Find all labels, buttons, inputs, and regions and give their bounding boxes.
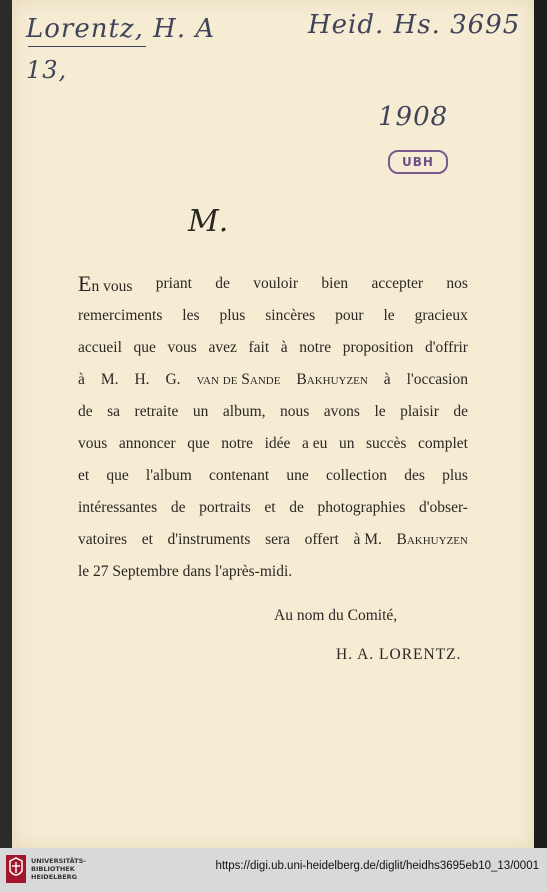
letter-word: une bbox=[286, 467, 309, 484]
letter-word: le bbox=[374, 403, 386, 420]
letter-word: collection bbox=[325, 467, 388, 484]
letter-word: fait bbox=[248, 339, 270, 356]
letter-line bbox=[78, 332, 468, 364]
letter-word: de bbox=[289, 499, 304, 516]
letter-word: vouloir bbox=[253, 275, 299, 292]
scan-edge bbox=[534, 0, 547, 848]
letter-word: avons bbox=[323, 403, 360, 420]
salutation: M. bbox=[188, 204, 229, 239]
letter-word: des bbox=[404, 467, 425, 484]
letter-word: vous bbox=[167, 339, 197, 356]
letter-word: vatoires bbox=[78, 531, 128, 548]
author-underline bbox=[28, 46, 146, 47]
letter-word: photographies bbox=[317, 499, 406, 516]
letter-line bbox=[78, 428, 468, 460]
letter-word: sera bbox=[265, 531, 291, 548]
handwritten-year: 1908 bbox=[378, 102, 449, 132]
letter-word: notre bbox=[221, 435, 254, 452]
letter-word: que bbox=[133, 339, 156, 356]
letter-word: priant bbox=[155, 275, 192, 292]
letter-line bbox=[78, 396, 468, 428]
letter-word: à bbox=[78, 371, 85, 388]
letter-word: a eu bbox=[302, 435, 328, 452]
letter-word: M. bbox=[100, 371, 119, 388]
letter-line bbox=[78, 524, 468, 556]
drop-cap: E bbox=[78, 271, 92, 296]
letter-page bbox=[12, 0, 534, 848]
handwritten-author-note: Lorentz, H. A bbox=[26, 14, 215, 44]
letter-word: l'album bbox=[145, 467, 192, 484]
letter-word: proposition bbox=[342, 339, 414, 356]
letter-word: de bbox=[453, 403, 468, 420]
letter-word: contenant bbox=[208, 467, 270, 484]
letter-word: et bbox=[264, 499, 276, 516]
letter-word: album, bbox=[222, 403, 266, 420]
letter-line bbox=[78, 364, 468, 396]
letter-word: gracieux bbox=[414, 307, 468, 324]
letter-word: complet bbox=[418, 435, 468, 452]
letter-line bbox=[78, 492, 468, 524]
letter-word: offert bbox=[304, 531, 339, 548]
letter-word: un bbox=[192, 403, 209, 420]
letter-word: G. bbox=[165, 371, 181, 388]
letter-word: que bbox=[106, 467, 129, 484]
letter-word: bien bbox=[321, 275, 349, 292]
letter-word: de bbox=[78, 403, 93, 420]
letter-word: à M. bbox=[353, 531, 382, 548]
letter-word: le 27 Septembre dans l'après-midi. bbox=[78, 563, 293, 580]
letter-word: plus bbox=[219, 307, 246, 324]
letter-line bbox=[78, 268, 468, 300]
letter-word: annoncer bbox=[118, 435, 176, 452]
university-library-logo-icon bbox=[6, 855, 26, 883]
letter-word: Bakhuyzen bbox=[296, 371, 368, 388]
letter-word: à bbox=[280, 339, 288, 356]
letter-word: le bbox=[383, 307, 395, 324]
letter-word: avez bbox=[208, 339, 237, 356]
letter-word: de bbox=[170, 499, 186, 516]
handwritten-shelfmark: Heid. Hs. 3695 bbox=[308, 10, 521, 40]
letter-line bbox=[78, 556, 468, 588]
letter-word: que bbox=[187, 435, 210, 452]
letter-word: n vous bbox=[91, 278, 133, 295]
letter-word: vous bbox=[78, 435, 108, 452]
letter-word: d'offrir bbox=[425, 339, 468, 356]
letter-word: pour bbox=[335, 307, 364, 324]
signature: H. A. LORENTZ. bbox=[336, 646, 462, 663]
letter-word: plaisir bbox=[400, 403, 439, 420]
viewer-footer bbox=[0, 848, 547, 892]
library-stamp: UBH bbox=[388, 150, 448, 174]
letter-word: H. bbox=[134, 371, 150, 388]
letter-line bbox=[78, 300, 468, 332]
letter-word: de bbox=[215, 275, 230, 292]
letter-word: et bbox=[78, 467, 90, 484]
letter-word: succès bbox=[366, 435, 407, 452]
letter-word: l'occasion bbox=[406, 371, 468, 388]
letter-word: à bbox=[383, 371, 391, 388]
letter-word: plus bbox=[442, 467, 468, 484]
source-url-link[interactable]: https://digi.ub.uni-heidelberg.de/diglit/heidhs3695eb10_13/0001 bbox=[215, 860, 539, 872]
letter-word: retraite bbox=[134, 403, 179, 420]
letter-word: d'instruments bbox=[167, 531, 251, 548]
letter-word: sa bbox=[107, 403, 121, 420]
first-word bbox=[78, 268, 132, 300]
letter-word: d'obser- bbox=[419, 499, 468, 516]
letter-word: les bbox=[182, 307, 200, 324]
letter-line bbox=[78, 460, 468, 492]
letter-word: intéressantes bbox=[78, 499, 158, 516]
letter-word: accueil bbox=[78, 339, 122, 356]
letter-word: idée bbox=[264, 435, 291, 452]
handwritten-number-note: 13, bbox=[26, 56, 68, 84]
letter-word: sincères bbox=[265, 307, 316, 324]
letter-word: et bbox=[141, 531, 153, 548]
letter-word: remerciments bbox=[78, 307, 163, 324]
library-logo-text: UNIVERSITÄTS- BIBLIOTHEK HEIDELBERG bbox=[31, 857, 86, 881]
letter-word: un bbox=[338, 435, 355, 452]
letter-word: van de Sande bbox=[196, 371, 281, 388]
closing-line: Au nom du Comité, bbox=[274, 607, 398, 624]
letter-word: nous bbox=[280, 403, 310, 420]
letter-word: nos bbox=[446, 275, 468, 292]
letter-body bbox=[78, 268, 468, 588]
letter-word: accepter bbox=[371, 275, 424, 292]
letter-word: portraits bbox=[199, 499, 251, 516]
letter-word: notre bbox=[299, 339, 332, 356]
letter-word: Bakhuyzen bbox=[396, 531, 468, 548]
